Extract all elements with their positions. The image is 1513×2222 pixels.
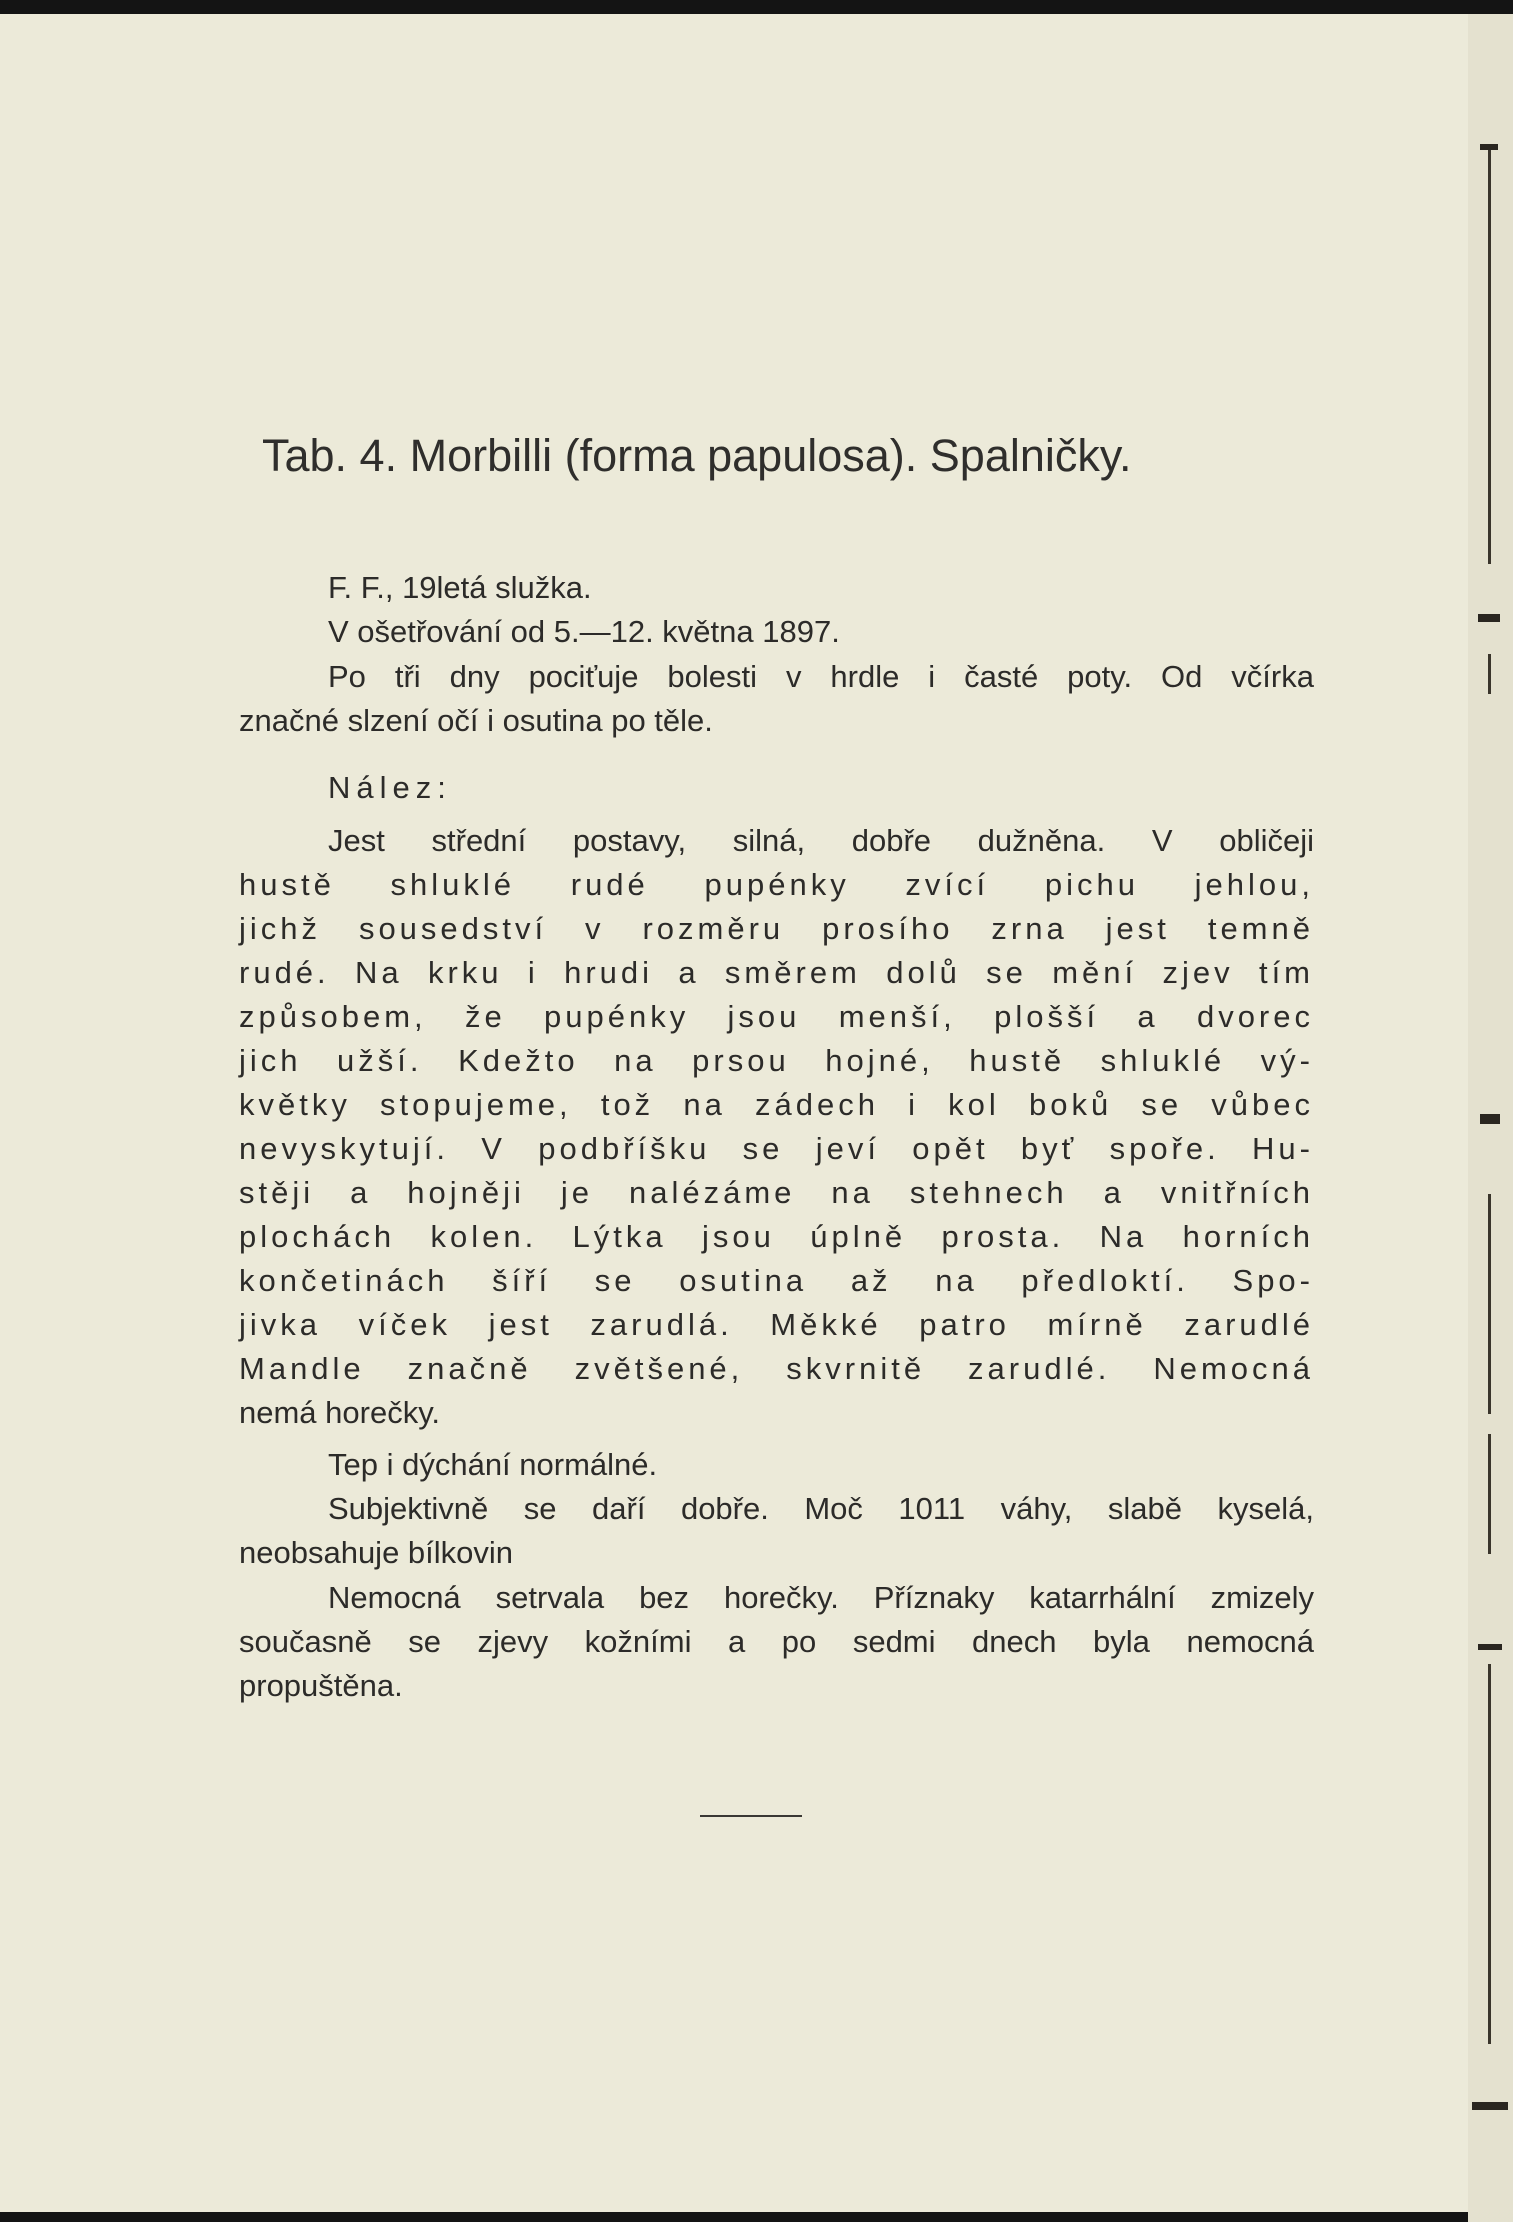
findings-line: rudé. Na krku i hrudi a směrem dolů se mění zjev tím [239,955,1314,990]
history-line: Po tři dny pociťuje bolesti v hrdle i časté poty. Od včírka [328,659,1314,694]
spine-mark [1478,614,1500,622]
section-divider [700,1815,802,1817]
spine-mark [1480,144,1498,150]
book-spine-edge [1468,14,1513,2222]
findings-line: Jest střední postavy, silná, dobře dužněna. V obličeji [328,823,1314,858]
spine-mark [1472,2102,1508,2110]
spine-mark [1480,1114,1500,1124]
subjective-line: Subjektivně se daří dobře. Moč 1011 váhy, slabě kyselá, [328,1491,1314,1526]
history-line: značné slzení očí i osutina po těle. [239,703,713,738]
spine-mark [1478,1644,1502,1650]
findings-line: jivka víček jest zarudlá. Měkké patro mírně zarudlé [239,1307,1314,1342]
spine-line [1488,1664,1491,2044]
findings-line: hustě shluklé rudé pupénky zvící pichu jehlou, [239,867,1314,902]
outcome-line: propuštěna. [239,1668,403,1703]
subjective-line: neobsahuje bílkovin [239,1535,514,1570]
findings-line: nevyskytují. V podbříšku se jeví opět byť spoře. Hu- [239,1131,1314,1166]
outcome-line: Nemocná setrvala bez horečky. Příznaky katarrhální zmizely [328,1580,1314,1615]
findings-line: stěji a hojněji je nalézáme na stehnech a vnitřních [239,1175,1314,1210]
page-title: Tab. 4. Morbilli (forma papulosa). Spalničky. [262,430,1132,481]
spine-line [1488,654,1491,694]
outcome-line: současně se zjevy kožními a po sedmi dnech byla nemocná [239,1624,1314,1659]
findings-line: jich užší. Kdežto na prsou hojné, hustě shluklé vý- [239,1043,1314,1078]
treatment-line: V ošetřování od 5.—12. května 1897. [328,614,840,649]
spine-line [1488,1434,1491,1554]
book-page [0,14,1468,2212]
findings-line: Mandle značně zvětšené, skvrnitě zarudlé. Nemocná [239,1351,1314,1386]
patient-line: F. F., 19letá služka. [328,570,592,605]
findings-line: končetinách šíří se osutina až na předloktí. Spo- [239,1263,1314,1298]
pulse-line: Tep i dýchání normálné. [328,1447,658,1482]
findings-heading: Nález: [328,770,452,805]
spine-line [1488,1194,1491,1414]
findings-line: květky stopujeme, tož na zádech i kol boků se vůbec [239,1087,1314,1122]
findings-line: nemá horečky. [239,1395,441,1430]
spine-line [1488,144,1491,564]
findings-line: plochách kolen. Lýtka jsou úplně prosta. Na horních [239,1219,1314,1254]
findings-line: způsobem, že pupénky jsou menší, plošší a dvorec [239,999,1314,1034]
findings-line: jichž sousedství v rozměru prosího zrna jest temně [239,911,1314,946]
